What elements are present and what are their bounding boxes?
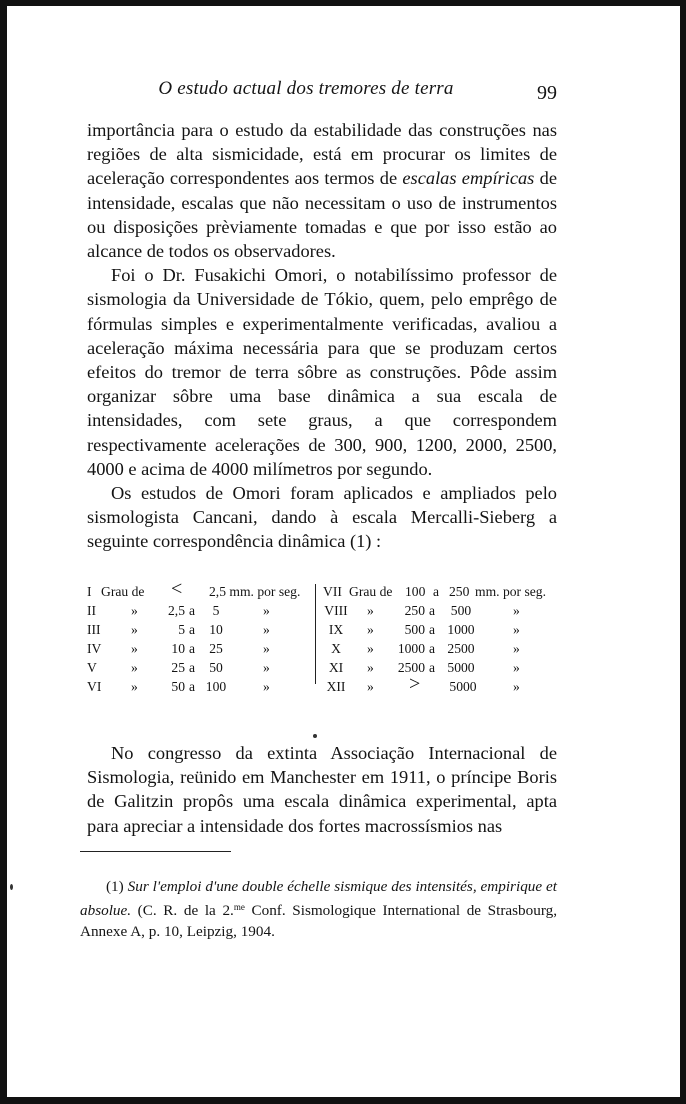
table-row [87,658,559,677]
ditto-mark: » [367,679,374,694]
right-from: 1000 [397,641,425,656]
ditto-mark: » [367,603,374,618]
right-a: a [429,603,436,618]
left-a: a [189,622,196,637]
header-grade-right: VII [323,584,342,599]
paragraph-1-start: importância para o estudo da estabilidade das construções nas regiões de alta sismicidade, está em procurar os limites de aceleração correspondentes aos termos de [87,120,557,189]
ditto-mark: » [367,641,374,656]
body-text [87,118,557,554]
right-to: 5000 [449,679,477,694]
ditto-mark: » [263,660,270,675]
right-from: 500 [404,622,425,637]
left-grade: II [87,603,97,618]
scan-speck [313,734,317,738]
left-from: 2,5 [168,603,185,618]
footnote-number: (1) [106,878,124,895]
left-a: a [189,679,196,694]
left-a: a [189,641,196,656]
header-label-left: Grau de [101,584,145,599]
left-from: 5 [178,622,185,637]
footnote-title: Sur l'emploi d'une double échelle sismique des intensités, empirique et absolue. [80,878,557,919]
body-text-lower [87,741,557,838]
scan-speck [10,884,13,890]
header-from-right: 100 [405,584,426,599]
ditto-mark: » [263,641,270,656]
left-from: 25 [171,660,185,675]
ditto-mark: » [131,622,138,637]
right-grade: IX [328,622,344,637]
left-from: 10 [171,641,185,656]
left-grade: III [87,622,101,637]
header-label-right: Grau de [349,584,393,599]
ditto-mark: » [513,660,520,675]
table-row [87,639,559,658]
intensity-table [87,578,559,696]
right-to: 2500 [447,641,475,656]
header-grade-left: I [87,584,92,599]
table-row [87,673,559,696]
footnote-text-a: (C. R. de la 2. [131,902,234,919]
ditto-mark: » [513,603,520,618]
table-row [87,601,559,620]
ditto-mark: » [131,603,138,618]
table-header-row [87,578,559,601]
right-a: a [429,641,436,656]
ditto-mark: » [263,679,270,694]
header-value-left: 2,5 mm. por seg. [209,584,301,599]
left-to: 50 [209,660,223,675]
ditto-mark: » [131,679,138,694]
ditto-mark: » [263,603,270,618]
footnote [80,876,557,942]
left-grade: V [87,660,97,675]
header-unit-right: mm. por seg. [475,584,546,599]
right-from: 2500 [397,660,425,675]
footnote-text-b: Conf. Sismologique International de Strasbourg, Annexe A, p. 10, Leipzig, 1904. [80,902,557,940]
ditto-mark: » [263,622,270,637]
paragraph-1-end: de intensidade, escalas que não necessitam o uso de instrumentos ou disposições prèviamente tomadas e que por isso estão ao alcance de todos os observadores. [87,168,557,262]
right-grade: XII [326,679,346,694]
page-number: 99 [537,82,557,104]
left-from: 50 [171,679,185,694]
ditto-mark: » [513,641,520,656]
right-grade: X [331,641,341,656]
left-grade: VI [87,679,102,694]
left-to: 25 [209,641,223,656]
paragraph-3: Os estudos de Omori foram aplicados e ampliados pelo sismologista Cancani, dando à escala Mercalli-Sieberg a seguinte correspondência dinâmica (1) : [87,483,557,552]
footnote-superscript: me [233,902,245,912]
header-to-right: 250 [449,584,470,599]
ditto-mark: » [131,641,138,656]
table-row [87,620,559,639]
ditto-mark: » [513,679,520,694]
left-to: 5 [212,603,220,618]
right-to: 500 [450,603,472,618]
right-a: a [429,622,436,637]
left-grade: IV [87,641,102,656]
ditto-mark: » [131,660,138,675]
header-a-right: a [433,584,440,599]
less-than-symbol: < [171,578,183,600]
right-to: 5000 [447,660,475,675]
italic-term: escalas empíricas [402,168,535,189]
right-grade: VIII [324,603,348,618]
running-header: O estudo actual dos tremores de terra [158,78,454,99]
right-to: 1000 [447,622,475,637]
ditto-mark: » [513,622,520,637]
paragraph-4: No congresso da extinta Associação Internacional de Sismologia, reünido em Manchester em 1911, o príncipe Boris de Galitzin propôs uma escala dinâmica experimental, apta para apreciar a intensidade dos fortes macrossísmios nas [87,743,557,836]
ditto-mark: » [367,622,374,637]
left-to: 10 [209,622,223,637]
greater-than-symbol: > [409,673,421,695]
paragraph-1 [87,118,557,263]
ditto-mark: » [367,660,374,675]
left-a: a [189,603,196,618]
left-a: a [189,660,196,675]
right-from: 250 [404,603,425,618]
footnote-rule [80,851,231,852]
left-to: 100 [205,679,227,694]
paragraph-2: Foi o Dr. Fusakichi Omori, o notabilíssimo professor de sismologia da Universidade de Tókio, quem, pelo emprêgo de fórmulas simples e experimentalmente verificadas, avaliou a aceleração máxima necessária para que se produzam certos efeitos do tremor de terra sôbre as construções. Pôde assim organizar sôbre uma base dinâmica a sua escala de intensidades, com sete graus, a que correspondem respectivamente acelerações de 300, 900, 1200, 2000, 2500, 4000 e acima de 4000 milímetros por segundo. [87,265,557,479]
right-grade: XI [328,660,344,675]
right-a: a [429,660,436,675]
